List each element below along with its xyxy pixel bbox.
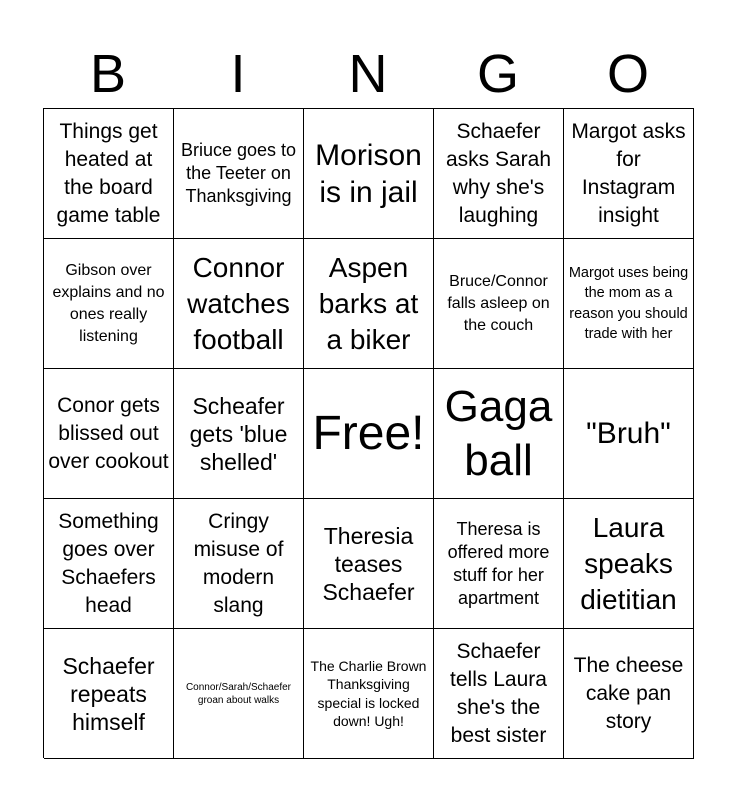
cell-text: Gaga ball xyxy=(444,381,553,485)
cell-text: Connor/Sarah/Schaefer groan about walks xyxy=(185,681,292,706)
bingo-cell[interactable] xyxy=(304,499,434,629)
bingo-cell[interactable] xyxy=(44,629,174,759)
bingo-cell[interactable] xyxy=(44,369,174,499)
bingo-cell[interactable] xyxy=(174,109,304,239)
cell-text: "Bruh" xyxy=(586,417,671,450)
cell-text: Schaefer asks Sarah why she's laughing xyxy=(445,119,552,227)
cell-text: Theresia teases Schaefer xyxy=(322,522,415,605)
bingo-cell[interactable] xyxy=(434,239,564,369)
cell-text: Things get heated at the board game table xyxy=(56,119,161,227)
cell-text: Margot uses being the mom as a reason you should trade with her xyxy=(568,264,689,342)
free-space-text: Free! xyxy=(312,406,425,460)
bingo-cell[interactable] xyxy=(434,369,564,499)
bingo-cell[interactable] xyxy=(174,369,304,499)
bingo-cell[interactable] xyxy=(564,109,694,239)
bingo-cell[interactable] xyxy=(304,629,434,759)
bingo-cell[interactable] xyxy=(44,109,174,239)
header-letter-o: O xyxy=(606,44,649,104)
bingo-cell[interactable] xyxy=(304,109,434,239)
bingo-cell[interactable] xyxy=(564,499,694,629)
bingo-cell[interactable] xyxy=(434,109,564,239)
cell-text: Something goes over Schaefers head xyxy=(58,509,159,617)
header-letter-b: B xyxy=(89,44,127,104)
cell-text: Aspen barks at a biker xyxy=(318,251,419,355)
header-letter-n: N xyxy=(348,44,388,104)
cell-text: Gibson over explains and no ones really listening xyxy=(52,261,165,345)
bingo-cell[interactable] xyxy=(564,369,694,499)
cell-text: Laura speaks dietitian xyxy=(580,511,677,615)
header-letter-g: G xyxy=(476,44,519,104)
bingo-board xyxy=(43,108,694,758)
cell-text: The Charlie Brown Thanksgiving special is locked down! Ugh! xyxy=(310,657,427,729)
bingo-cell[interactable] xyxy=(434,629,564,759)
bingo-cell[interactable] xyxy=(304,239,434,369)
bingo-header xyxy=(43,40,693,108)
cell-text: Connor watches football xyxy=(187,251,290,355)
bingo-cell[interactable] xyxy=(44,499,174,629)
bingo-cell[interactable] xyxy=(434,499,564,629)
bingo-cell[interactable] xyxy=(564,239,694,369)
cell-text: Scheafer gets 'blue shelled' xyxy=(189,392,288,475)
bingo-cell[interactable] xyxy=(174,629,304,759)
bingo-cell[interactable] xyxy=(174,499,304,629)
cell-text: The cheese cake pan story xyxy=(573,653,684,733)
bingo-cell-free[interactable] xyxy=(304,369,434,499)
header-letter-i: I xyxy=(230,44,246,104)
cell-text: Bruce/Connor falls asleep on the couch xyxy=(447,272,550,334)
bingo-cell[interactable] xyxy=(174,239,304,369)
cell-text: Morison is in jail xyxy=(315,138,422,209)
bingo-cell[interactable] xyxy=(44,239,174,369)
cell-text: Schaefer repeats himself xyxy=(62,652,155,735)
cell-text: Cringy misuse of modern slang xyxy=(193,509,284,617)
cell-text: Theresa is offered more stuff for her apartment xyxy=(447,518,550,608)
cell-text: Briuce goes to the Teeter on Thanksgiving xyxy=(180,140,297,206)
cell-text: Conor gets blissed out over cookout xyxy=(48,393,169,473)
bingo-cell[interactable] xyxy=(564,629,694,759)
cell-text: Schaefer tells Laura she's the best sister xyxy=(450,639,547,747)
cell-text: Margot asks for Instagram insight xyxy=(571,119,686,227)
